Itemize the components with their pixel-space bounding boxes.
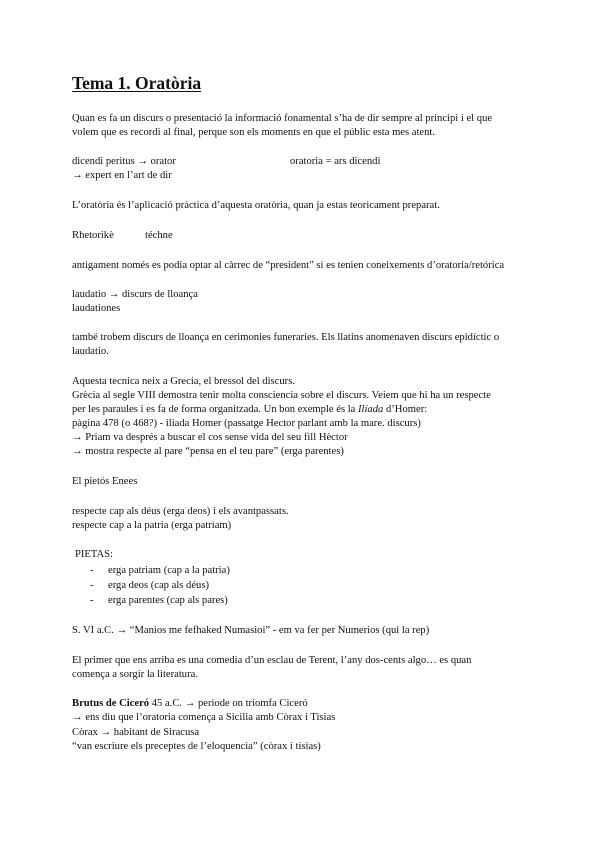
intro-line-2: volem que es recordi al final, perque son els moments en que el públic esta mes atent. — [72, 127, 436, 138]
oratoria-definition: oratoria = ars dicendi — [290, 156, 381, 167]
grecia-line-1: Aquesta tecnica neix a Grecia, el bressol del discurs. — [72, 376, 295, 387]
list-dash: - — [90, 580, 94, 591]
grecia-line-3-pre: per les paraules i es fa de forma organitzada. Un bon exemple és la — [72, 404, 359, 415]
respecte-line-2: respecte cap a la patria (erga patriam) — [72, 520, 232, 531]
brutus-line-1-rest: 45 a.C. → periode on triomfa Ciceró — [149, 698, 308, 709]
dicendi-line: dicendi peritus → orator — [72, 156, 176, 167]
grecia-line-6: → mostra respecte al pare “pensa en el teu pare” (erga parentes) — [72, 446, 344, 457]
list-item-text: erga patriam (cap a la patria) — [108, 565, 230, 576]
brutus-line-1 — [72, 697, 308, 711]
brutus-title: Brutus de Ciceró — [72, 698, 150, 709]
expert-line: → expert en l’art de dir — [72, 170, 172, 181]
grecia-line-2: Grècia al segle VIII demostra tenir molta consciencia sobre el discurs. Veiem que hi ha un respecte — [72, 390, 491, 401]
intro-line-1: Quan es fa un discurs o presentació la informació fonamental s’ha de dir sempre al principi i el que — [72, 113, 493, 124]
list-item-text: erga parentes (cap als pares) — [108, 595, 228, 606]
list-item — [90, 594, 228, 608]
comedia-line-1: El primer que ens arriba es una comedia d’un esclau de Terent, l’any dos-cents algo… es quan — [72, 655, 472, 666]
laudatio-line: laudatio → discurs de lloança — [72, 289, 198, 300]
grecia-line-3-post: d’Homer: — [383, 404, 428, 415]
list-dash: - — [90, 565, 94, 576]
list-dash: - — [90, 595, 94, 606]
comedia-line-2: comença a sorgir la literatura. — [72, 669, 198, 680]
laudationes-line: laudationes — [72, 303, 121, 314]
tambe-line-2: laudatio. — [72, 346, 109, 357]
list-item-text: erga deos (cap als déus) — [108, 580, 209, 591]
tambe-line-1: també trobem discurs de lloança en cerimonies funeraries. Els llatins anomenaven discurs epidíctic o — [72, 332, 500, 343]
list-item — [90, 564, 230, 578]
oratoria-paragraph: L’oratòria és l’aplicació pràctica d’aquesta oratòria, quan ja estas teoricament preparat. — [72, 200, 440, 211]
rhetorike-term: Rhetorikè — [72, 230, 114, 241]
brutus-line-3: Còrax → habitant de Siracusa — [72, 727, 200, 738]
respecte-line-1: respecte cap als déus (erga deos) i els avantpassats. — [72, 506, 289, 517]
pietos-line: El pietós Enees — [72, 476, 138, 487]
techne-term: téchne — [145, 230, 173, 241]
brutus-line-2: → ens diu que l’oratoria comença a Sicilia amb Còrax i Tisias — [72, 712, 336, 723]
pietas-heading: PIETAS: — [75, 549, 113, 560]
grecia-line-5: → Priam va després a buscar el cos sense vida del seu fill Hèctor — [72, 432, 348, 443]
manios-line: S. VI a.C. → “Manios me fefhaked Numasioi” - em va fer per Numerios (qui la rep) — [72, 625, 430, 636]
grecia-line-3 — [72, 403, 427, 417]
page-title: Tema 1. Oratòria — [72, 73, 202, 93]
list-item — [90, 579, 209, 593]
brutus-line-4: “van escriure els preceptes de l’eloquencia” (còrax i tisias) — [72, 741, 321, 752]
grecia-line-4: pàgina 478 (o 468?) - iliada Homer (passatge Hector parlant amb la mare. discurs) — [72, 418, 421, 429]
iliada-title: Ilíada — [358, 404, 384, 415]
antigament-paragraph: antigament només es podia optar al càrrec de “president” si es tenien coneixements d’oratoria/retórica — [72, 260, 505, 271]
